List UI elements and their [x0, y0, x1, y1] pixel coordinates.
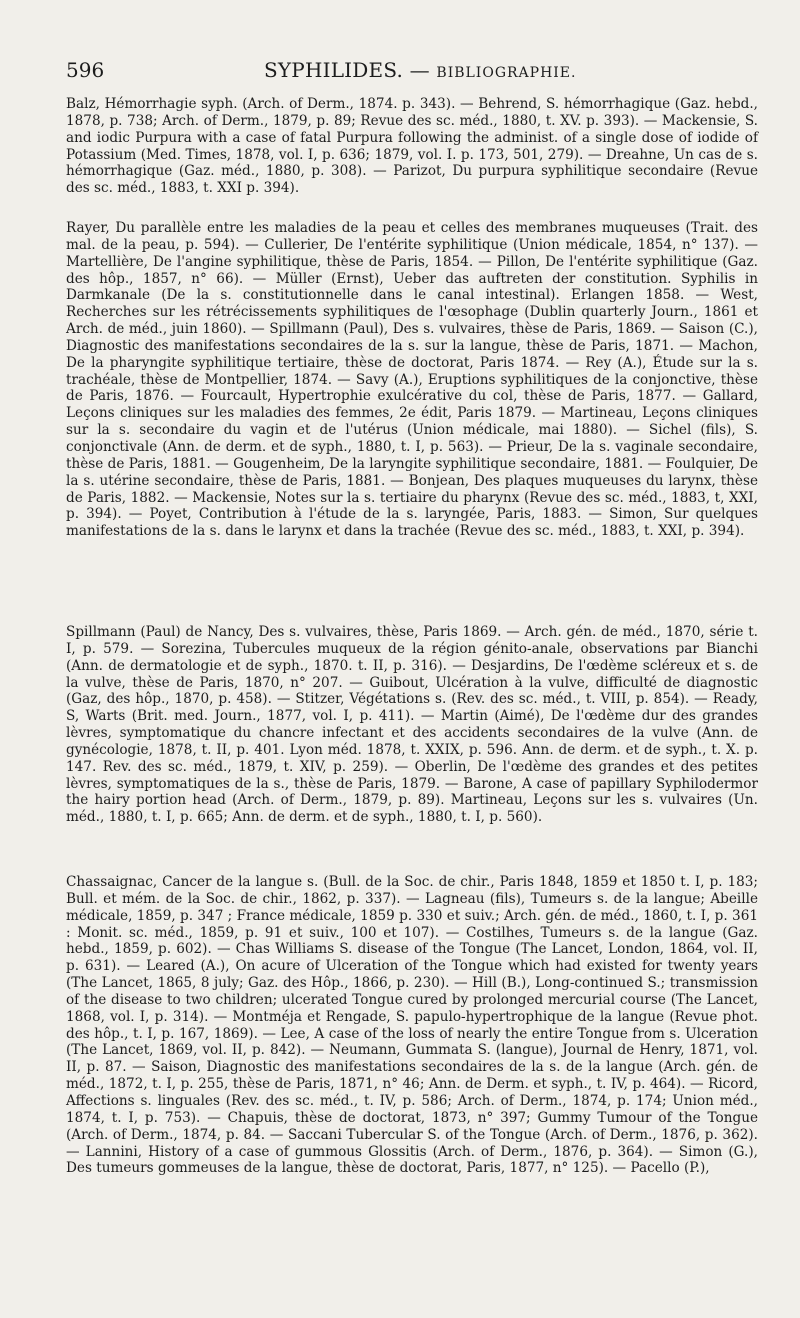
bibliography-entry-tongue: Chassaignac, Cancer de la langue s. (Bull. de la Soc. de chir., Paris 1848, 1859 et 1850 t. I, p. 183; Bull. et mém. de la Soc. de chir., 1862, p. 337). — Lagneau (fils), Tumeurs s. de la langue; Abeille médicale, 1859, p. 347 ; France médicale, 1859 p. 330 et suiv.; Arch. gén. de méd., 1860, t. I, p. 361 : Monit. sc. méd., 1859, p. 91 et suiv., 100 et 107). — Costilhes, Tumeurs s. de la langue (Gaz. hebd., 1859, p. 602). — Chas Williams S. disease of the Tongue (The Lancet, London, 1864, vol. II, p. 631). — Leared (A.), On acure of Ulceration of the Tongue which had existed for twenty years (The Lancet, 1865, 8 july; Gaz. des Hôp., 1866, p. 230). — Hill (B.), Long-continued S.; transmission of the disease to two children; ulcerated Tongue cured by prolonged mercurial course (The Lancet, 1868, vol. I, p. 314). — Montméja et Rengade, S. papulo-hypertrophique de la langue (Revue phot. des hôp., t. I, p. 167, 1869). — Lee, A case of the loss of nearly the entire Tongue from s. Ulceration (The Lancet, 1869, vol. II, p. 842). — Neumann, Gummata S. (langue), Journal de Henry, 1871, vol. II, p. 87. — Saison, Diagnostic des manifestations secondaires de la s. de la langue (Arch. gén. de méd., 1872, t. I, p. 255, thèse de Paris, 1871, n° 46; Ann. de Derm. et syph., t. IV, p. 464). — Ricord, Affections s. linguales (Rev. des sc. méd., t. IV, p. 586; Arch. of Derm., 1874, p. 174; Union méd., 1874, t. I, p. 753). — Chapuis, thèse de doctorat, 1873, n° 397; Gummy Tumour of the Tongue (Arch. of Derm., 1874, p. 84. — Saccani Tubercular S. of the Tongue (Arch. of Derm., 1876, p. 362). — Lannini, History of a case of gummous Glossitis (Arch. of Derm., 1876, p. 364). — Simon (G.), Des tumeurs gommeuses de la langue, thèse de doctorat, Paris, 1877, n° 125). — Pacello (P.),	[66, 874, 758, 1177]
bibliography-entry-mucous-membranes: Rayer, Du parallèle entre les maladies de la peau et celles des membranes muqueuses (Trait. des mal. de la peau, p. 594). — Cullerier, De l'entérite syphilitique (Union médicale, 1854, n° 137). — Martellière, De l'angine syphilitique, thèse de Paris, 1854. — Pillon, De l'entérite syphilitique (Gaz. des hôp., 1857, n° 66). — Müller (Ernst), Ueber das auftreten der constitution. Syphilis in Darmkanale (De la s. constitutionnelle dans le canal intestinal). Erlangen 1858. — West, Recherches sur les rétrécissements syphilitiques de l'œsophage (Dublin quarterly Journ., 1861 et Arch. de méd., juin 1860). — Spillmann (Paul), Des s. vulvaires, thèse de Paris, 1869. — Saison (C.), Diagnostic des manifestations secondaires de la s. sur la langue, thèse de Paris, 1871. — Machon, De la pharyngite syphilitique tertiaire, thèse de doctorat, Paris 1874. — Rey (A.), Étude sur la s. trachéale, thèse de Montpellier, 1874. — Savy (A.), Eruptions syphilitiques de la conjonctive, thèse de Paris, 1876. — Fourcault, Hypertrophie exulcérative du col, thèse de Paris, 1877. — Gallard, Leçons cliniques sur les maladies des femmes, 2e édit, Paris 1879. — Martineau, Leçons cliniques sur la s. secondaire du vagin et de l'utérus (Union médicale, mai 1880). — Sichel (fils), S. conjonctivale (Ann. de derm. et de syph., 1880, t. I, p. 563). — Prieur, De la s. vaginale secondaire, thèse de Paris, 1881. — Gougenheim, De la laryngite syphilitique secondaire, 1881. — Foulquier, De la s. utérine secondaire, thèse de Paris, 1881. — Bonjean, Des plaques muqueuses du larynx, thèse de Paris, 1882. — Mackensie, Notes sur la s. tertiaire du pharynx (Revue des sc. méd., 1883, t, XXI, p. 394). — Poyet, Contribution à l'étude de la s. laryngée, Paris, 1883. — Simon, Sur quelques manifestations de la s. dans le larynx et dans la trachée (Revue des sc. méd., 1883, t. XXI, p. 394).	[66, 220, 758, 540]
page-number: 596	[66, 58, 105, 82]
running-title-main: SYPHILIDES.	[264, 58, 404, 82]
running-title-subtitle: BIBLIOGRAPHIE.	[436, 65, 577, 81]
running-title	[264, 58, 576, 85]
running-title-separator: —	[403, 58, 437, 82]
bibliography-entry-hemorrhagic: Balz, Hémorrhagie syph. (Arch. of Derm., 1874. p. 343). — Behrend, S. hémorrhagique (Gaz. hebd., 1878, p. 738; Arch. of Derm., 1879, p. 89; Revue des sc. méd., 1880, t. XV. p. 393). — Mackensie, S. and iodic Purpura with a case of fatal Purpura following the administ. of a single dose of iodide of Potassium (Med. Times, 1878, vol. I, p. 636; 1879, vol. I. p. 173, 501, 279). — Dreahne, Un cas de s. hémorrhagique (Gaz. méd., 1880, p. 308). — Parizot, Du purpura syphilitique secondaire (Revue des sc. méd., 1883, t. XXI p. 394).	[66, 96, 758, 197]
bibliography-entry-vulvar: Spillmann (Paul) de Nancy, Des s. vulvaires, thèse, Paris 1869. — Arch. gén. de méd., 1870, série t. I, p. 579. — Sorezina, Tubercules muqueux de la région génito-anale, observations par Bianchi (Ann. de dermatologie et de syph., 1870. t. II, p. 316). — Desjardins, De l'œdème scléreux et s. de la vulve, thèse de Paris, 1870, n° 207. — Guibout, Ulcération à la vulve, difficulté de diagnostic (Gaz, des hôp., 1870, p. 458). — Stitzer, Végétations s. (Rev. des sc. méd., t. VIII, p. 854). — Ready, S, Warts (Brit. med. Journ., 1877, vol. I, p. 411). — Martin (Aimé), De l'œdème dur des grandes lèvres, symptomatique du chancre infectant et des accidents secondaires de la vulve (Ann. de gynécologie, 1878, t. II, p. 401. Lyon méd. 1878, t. XXIX, p. 596. Ann. de derm. et de syph., t. X. p. 147. Rev. des sc. méd., 1879, t. XIV, p. 259). — Oberlin, De l'œdème des grandes et des petites lèvres, symptomatiques de la s., thèse de Paris, 1879. — Barone, A case of papillary Syphilodermor the hairy portion head (Arch. of Derm., 1879, p. 89). Martineau, Leçons sur les s. vulvaires (Un. méd., 1880, t. I, p. 665; Ann. de derm. et de syph., 1880, t. I, p. 560).	[66, 624, 758, 826]
